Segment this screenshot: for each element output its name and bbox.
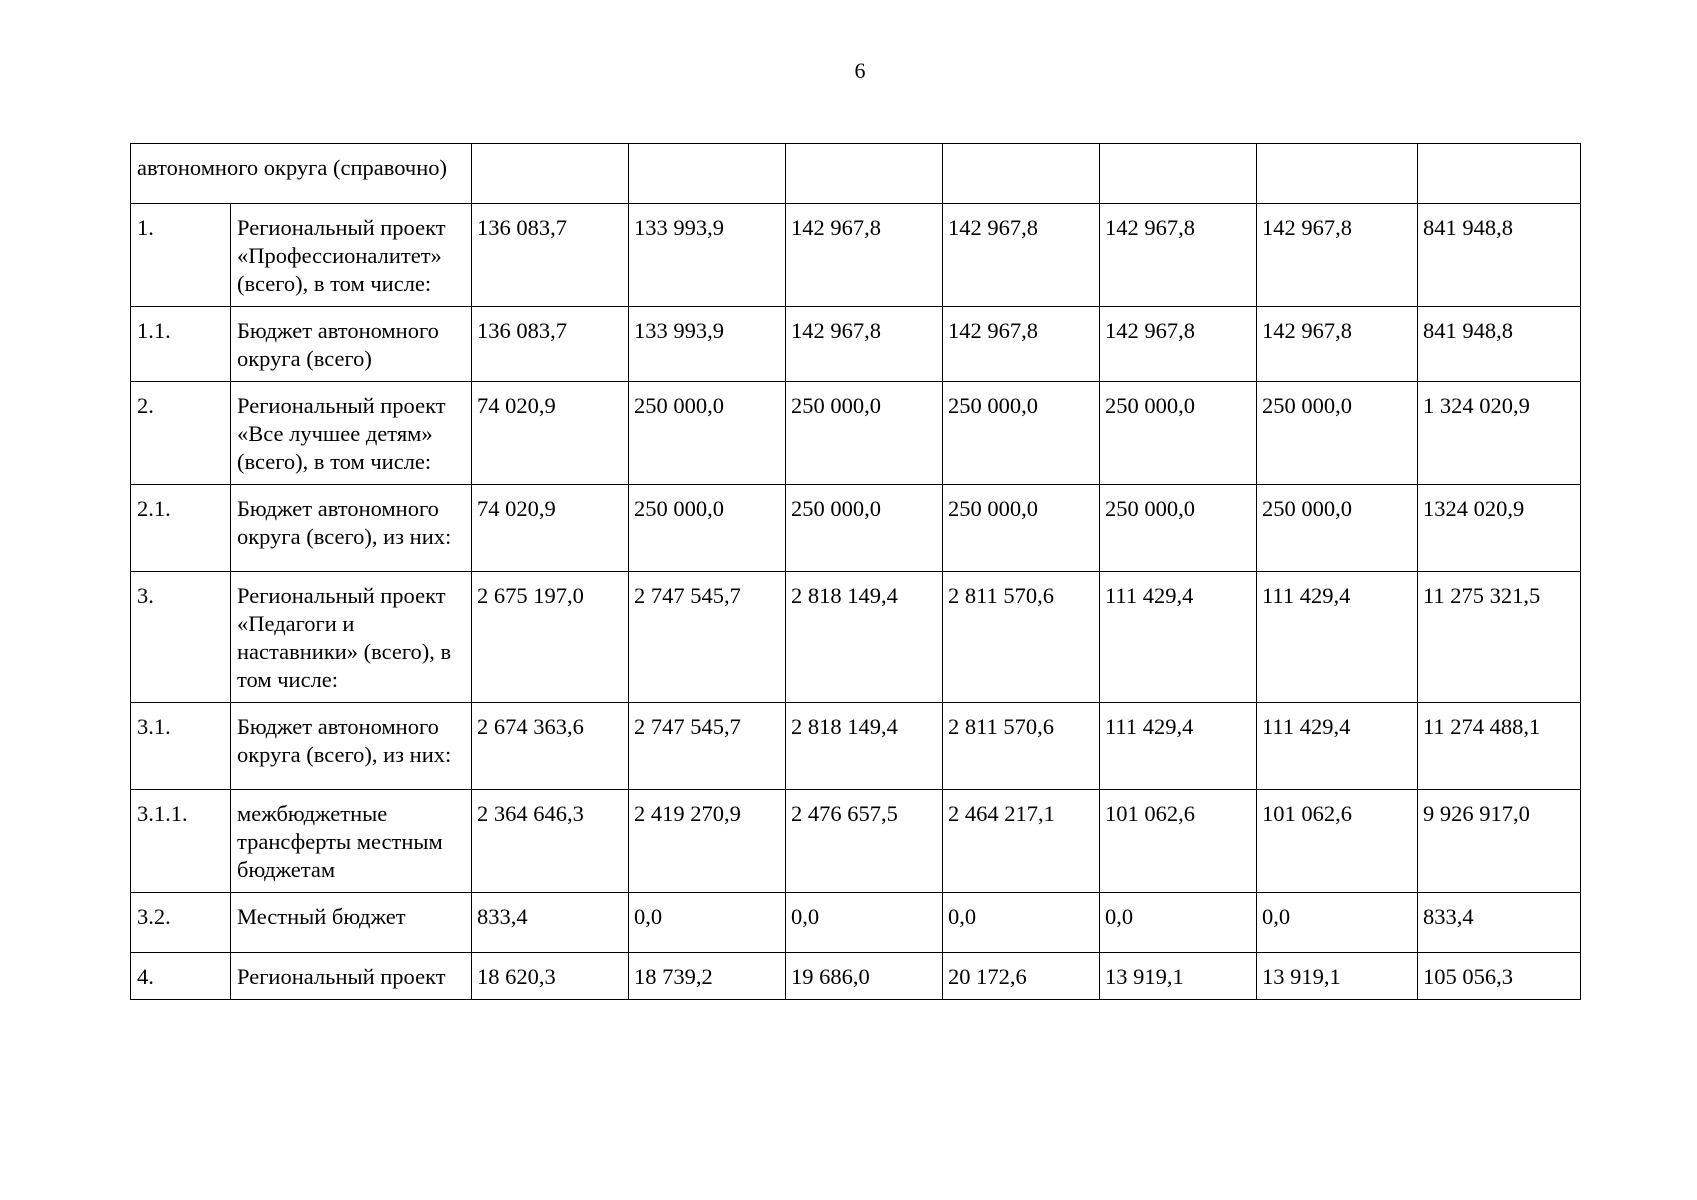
- empty-cell: [1257, 144, 1418, 204]
- table-row: [131, 382, 1581, 485]
- row-number-cell: 3.: [131, 572, 231, 703]
- value-cell: 18 620,3: [472, 953, 629, 1000]
- value-cell: 250 000,0: [629, 485, 786, 572]
- value-cell: 13 919,1: [1100, 953, 1257, 1000]
- budget-table: [130, 143, 1581, 1000]
- table-row: [131, 953, 1581, 1000]
- value-cell: 111 429,4: [1257, 572, 1418, 703]
- value-cell: 250 000,0: [786, 485, 943, 572]
- value-cell: 2 747 545,7: [629, 572, 786, 703]
- table-row: [131, 790, 1581, 893]
- row-name-cell: Бюджет автономного округа (всего), из них:: [231, 703, 472, 790]
- value-cell: 133 993,9: [629, 307, 786, 382]
- value-cell: 2 811 570,6: [943, 703, 1100, 790]
- value-cell: 111 429,4: [1257, 703, 1418, 790]
- value-cell: 13 919,1: [1257, 953, 1418, 1000]
- value-cell: 250 000,0: [1100, 485, 1257, 572]
- value-cell: 250 000,0: [943, 382, 1100, 485]
- total-cell: 841 948,8: [1418, 204, 1581, 307]
- value-cell: 20 172,6: [943, 953, 1100, 1000]
- row-name-cell: Бюджет автономного округа (всего): [231, 307, 472, 382]
- value-cell: 2 674 363,6: [472, 703, 629, 790]
- value-cell: 250 000,0: [1257, 485, 1418, 572]
- total-cell: 1324 020,9: [1418, 485, 1581, 572]
- value-cell: 2 747 545,7: [629, 703, 786, 790]
- table-row-continuation: [131, 144, 1581, 204]
- total-cell: 105 056,3: [1418, 953, 1581, 1000]
- empty-cell: [629, 144, 786, 204]
- table-row: [131, 307, 1581, 382]
- empty-cell: [786, 144, 943, 204]
- total-cell: 833,4: [1418, 893, 1581, 953]
- value-cell: 136 083,7: [472, 204, 629, 307]
- row-number-cell: 3.1.1.: [131, 790, 231, 893]
- empty-cell: [1100, 144, 1257, 204]
- value-cell: 0,0: [1257, 893, 1418, 953]
- value-cell: 250 000,0: [1100, 382, 1257, 485]
- value-cell: 250 000,0: [629, 382, 786, 485]
- value-cell: 142 967,8: [786, 307, 943, 382]
- row-name-cell: Бюджет автономного округа (всего), из них:: [231, 485, 472, 572]
- row-name-cell: Региональный проект «Педагоги и наставники» (всего), в том числе:: [231, 572, 472, 703]
- value-cell: 2 818 149,4: [786, 572, 943, 703]
- value-cell: 101 062,6: [1100, 790, 1257, 893]
- value-cell: 2 464 217,1: [943, 790, 1100, 893]
- page-number: 6: [854, 58, 866, 83]
- value-cell: 101 062,6: [1257, 790, 1418, 893]
- table-row: [131, 893, 1581, 953]
- value-cell: 0,0: [629, 893, 786, 953]
- table-row: [131, 485, 1581, 572]
- value-cell: 74 020,9: [472, 382, 629, 485]
- value-cell: 250 000,0: [786, 382, 943, 485]
- value-cell: 250 000,0: [1257, 382, 1418, 485]
- value-cell: 2 811 570,6: [943, 572, 1100, 703]
- row-name-cell: Региональный проект: [231, 953, 472, 1000]
- total-cell: 1 324 020,9: [1418, 382, 1581, 485]
- value-cell: 142 967,8: [786, 204, 943, 307]
- row-number-cell: 3.2.: [131, 893, 231, 953]
- row-name-cell: Местный бюджет: [231, 893, 472, 953]
- value-cell: 19 686,0: [786, 953, 943, 1000]
- row-name-cell: Региональный проект «Профессионалитет» (всего), в том числе:: [231, 204, 472, 307]
- value-cell: 2 419 270,9: [629, 790, 786, 893]
- table-row: [131, 703, 1581, 790]
- value-cell: 833,4: [472, 893, 629, 953]
- continuation-cell: автономного округа (справочно): [131, 144, 472, 204]
- value-cell: 133 993,9: [629, 204, 786, 307]
- value-cell: 111 429,4: [1100, 572, 1257, 703]
- total-cell: 11 274 488,1: [1418, 703, 1581, 790]
- table-row: [131, 572, 1581, 703]
- value-cell: 18 739,2: [629, 953, 786, 1000]
- row-name-cell: Региональный проект «Все лучшее детям» (всего), в том числе:: [231, 382, 472, 485]
- value-cell: 250 000,0: [943, 485, 1100, 572]
- row-number-cell: 2.1.: [131, 485, 231, 572]
- empty-cell: [943, 144, 1100, 204]
- value-cell: 2 818 149,4: [786, 703, 943, 790]
- value-cell: 2 476 657,5: [786, 790, 943, 893]
- row-number-cell: 4.: [131, 953, 231, 1000]
- empty-cell: [1418, 144, 1581, 204]
- value-cell: 2 675 197,0: [472, 572, 629, 703]
- row-number-cell: 1.1.: [131, 307, 231, 382]
- value-cell: 142 967,8: [943, 307, 1100, 382]
- value-cell: 136 083,7: [472, 307, 629, 382]
- value-cell: 0,0: [943, 893, 1100, 953]
- value-cell: 142 967,8: [1257, 307, 1418, 382]
- value-cell: 142 967,8: [1100, 307, 1257, 382]
- total-cell: 9 926 917,0: [1418, 790, 1581, 893]
- total-cell: 11 275 321,5: [1418, 572, 1581, 703]
- total-cell: 841 948,8: [1418, 307, 1581, 382]
- value-cell: 142 967,8: [1100, 204, 1257, 307]
- value-cell: 2 364 646,3: [472, 790, 629, 893]
- value-cell: 142 967,8: [1257, 204, 1418, 307]
- table-row: [131, 204, 1581, 307]
- value-cell: 0,0: [786, 893, 943, 953]
- empty-cell: [472, 144, 629, 204]
- value-cell: 142 967,8: [943, 204, 1100, 307]
- value-cell: 111 429,4: [1100, 703, 1257, 790]
- row-name-cell: межбюджетные трансферты местным бюджетам: [231, 790, 472, 893]
- value-cell: 0,0: [1100, 893, 1257, 953]
- value-cell: 74 020,9: [472, 485, 629, 572]
- row-number-cell: 1.: [131, 204, 231, 307]
- row-number-cell: 3.1.: [131, 703, 231, 790]
- row-number-cell: 2.: [131, 382, 231, 485]
